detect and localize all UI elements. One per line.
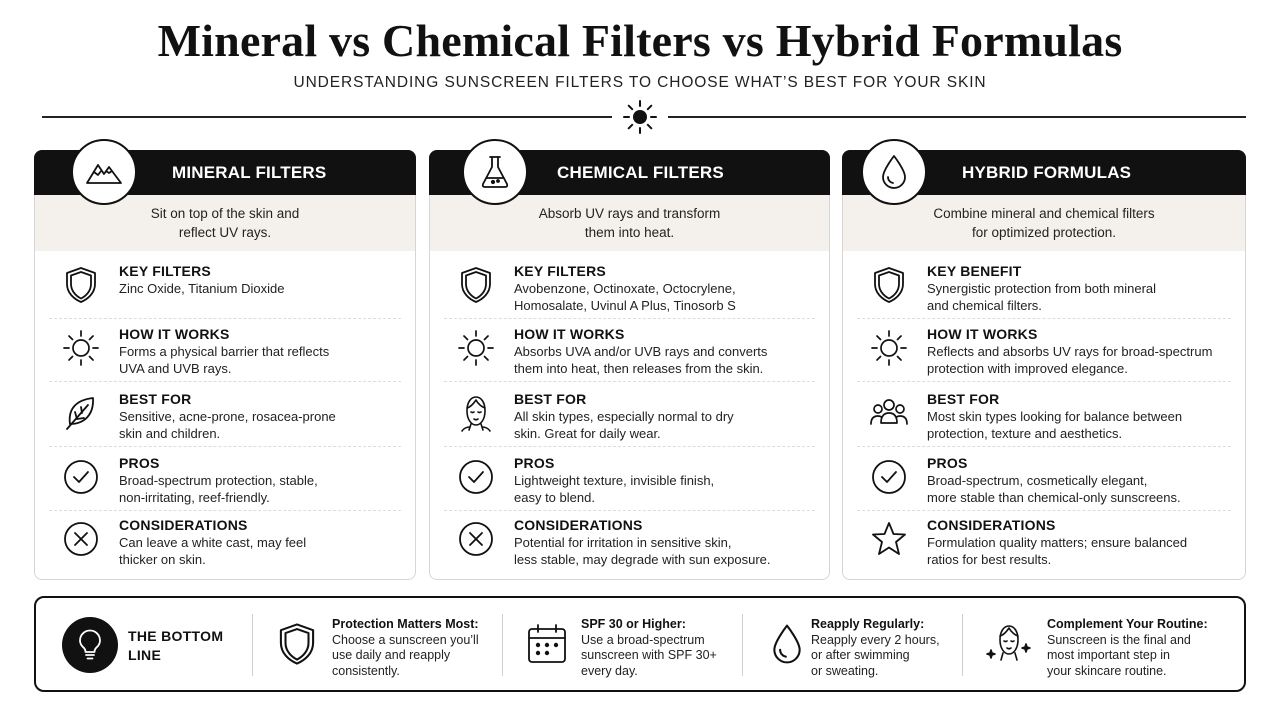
droplet-icon	[861, 139, 927, 205]
sun-icon	[61, 328, 101, 368]
feature-text: Absorbs UVA and/or UVB rays and converts them into heat, then releases from the skin.	[514, 344, 768, 376]
mountain-icon	[71, 139, 137, 205]
card-description: Absorb UV rays and transform them into heat.	[430, 195, 829, 251]
filter-card	[429, 150, 830, 580]
header-divider-right	[668, 116, 1246, 118]
shield-icon	[61, 265, 101, 305]
check-circle-icon	[456, 457, 496, 497]
sun-icon	[622, 99, 658, 135]
header-divider-left	[42, 116, 612, 118]
feature-row	[857, 383, 1231, 447]
divider	[502, 614, 503, 676]
feature-row	[857, 318, 1231, 382]
card-title: MINERAL FILTERS	[172, 163, 327, 182]
feature-title: BEST FOR	[119, 391, 192, 407]
bottom-line-item	[1047, 617, 1208, 679]
shield-icon	[456, 265, 496, 305]
feature-text: Lightweight texture, invisible finish, easy to blend.	[514, 473, 715, 505]
feature-title: CONSIDERATIONS	[514, 517, 643, 533]
feature-row	[857, 255, 1231, 319]
feature-title: PROS	[514, 455, 555, 471]
feature-title: CONSIDERATIONS	[927, 517, 1056, 533]
card-title: HYBRID FORMULAS	[962, 163, 1132, 182]
feature-text: Avobenzone, Octinoxate, Octocrylene, Homosalate, Uvinul A Plus, Tinosorb S	[514, 281, 736, 313]
shield-icon	[869, 265, 909, 305]
feature-title: HOW IT WORKS	[119, 326, 230, 342]
sun-icon	[456, 328, 496, 368]
bottom-line-panel	[34, 596, 1246, 692]
shield-icon	[274, 620, 320, 668]
feature-title: BEST FOR	[514, 391, 587, 407]
bottom-item-text: Use a broad-spectrum sunscreen with SPF 30+ every day.	[581, 632, 717, 678]
feature-text: Formulation quality matters; ensure balanced ratios for best results.	[927, 535, 1188, 567]
star-icon	[869, 519, 909, 559]
feature-text: Most skin types looking for balance between protection, texture and aesthetics.	[927, 409, 1183, 441]
feature-title: CONSIDERATIONS	[119, 517, 248, 533]
bottom-item-text: Sunscreen is the final and most important step in your skincare routine.	[1047, 632, 1191, 678]
feature-text: Forms a physical barrier that reflects UVA and UVB rays.	[119, 344, 330, 376]
feature-row	[49, 255, 401, 319]
feature-title: KEY FILTERS	[119, 263, 211, 279]
card-title: CHEMICAL FILTERS	[557, 163, 724, 182]
flask-icon	[462, 139, 528, 205]
calendar-icon	[524, 620, 570, 668]
bottom-item-title: Complement Your Routine:	[1047, 617, 1208, 631]
card-description: Combine mineral and chemical filters for optimized protection.	[843, 195, 1245, 251]
feature-row	[444, 255, 815, 319]
bottom-item-title: SPF 30 or Higher:	[581, 617, 686, 631]
feature-text: Sensitive, acne-prone, rosacea-prone skin and children.	[119, 409, 336, 441]
face-sparkle-icon	[986, 620, 1032, 668]
feature-title: HOW IT WORKS	[927, 326, 1038, 342]
sun-icon	[869, 328, 909, 368]
leaf-icon	[61, 393, 101, 433]
filter-card	[34, 150, 416, 580]
feature-text: Zinc Oxide, Titanium Dioxide	[119, 281, 285, 296]
divider	[962, 614, 963, 676]
check-circle-icon	[61, 457, 101, 497]
bottom-item-title: Reapply Regularly:	[811, 617, 925, 631]
bottom-line-title: THE BOTTOM LINE	[128, 628, 224, 663]
feature-title: PROS	[927, 455, 968, 471]
group-icon	[869, 393, 909, 433]
bottom-item-text: Choose a sunscreen you’ll use daily and reapply consistently.	[332, 632, 479, 678]
feature-title: KEY BENEFIT	[927, 263, 1022, 279]
feature-title: BEST FOR	[927, 391, 1000, 407]
page-subtitle: UNDERSTANDING SUNSCREEN FILTERS TO CHOOSE WHAT’S BEST FOR YOUR SKIN	[293, 74, 987, 91]
feature-row	[444, 318, 815, 382]
feature-row	[49, 383, 401, 447]
feature-row	[49, 447, 401, 511]
bottom-line-item	[332, 617, 479, 679]
feature-row	[49, 318, 401, 382]
face-icon	[456, 393, 496, 433]
feature-title: KEY FILTERS	[514, 263, 606, 279]
bottom-item-text: Reapply every 2 hours, or after swimming or sweating.	[811, 632, 940, 678]
feature-row	[444, 383, 815, 447]
bottom-line-item	[811, 617, 940, 679]
feature-text: Reflects and absorbs UV rays for broad-spectrum protection with improved elegance.	[927, 344, 1213, 376]
x-circle-icon	[456, 519, 496, 559]
feature-title: HOW IT WORKS	[514, 326, 625, 342]
bottom-item-title: Protection Matters Most:	[332, 617, 479, 631]
divider	[742, 614, 743, 676]
feature-row	[444, 447, 815, 511]
bottom-line-item	[581, 617, 717, 679]
feature-text: Potential for irritation in sensitive skin, less stable, may degrade with sun exposure.	[514, 535, 771, 567]
feature-row	[857, 509, 1231, 573]
lightbulb-icon	[62, 617, 118, 673]
x-circle-icon	[61, 519, 101, 559]
feature-row	[49, 509, 401, 573]
feature-text: Broad-spectrum protection, stable, non-irritating, reef-friendly.	[119, 473, 318, 505]
card-description: Sit on top of the skin and reflect UV rays.	[35, 195, 415, 251]
droplet-icon	[764, 620, 810, 668]
divider	[252, 614, 253, 676]
page-title: Mineral vs Chemical Filters vs Hybrid Formulas	[157, 15, 1123, 66]
feature-text: Can leave a white cast, may feel thicker on skin.	[119, 535, 307, 567]
feature-row	[444, 509, 815, 573]
check-circle-icon	[869, 457, 909, 497]
feature-text: Synergistic protection from both mineral and chemical filters.	[927, 281, 1157, 313]
feature-row	[857, 447, 1231, 511]
filter-card	[842, 150, 1246, 580]
feature-text: Broad-spectrum, cosmetically elegant, more stable than chemical-only sunscreens.	[927, 473, 1181, 505]
feature-text: All skin types, especially normal to dry skin. Great for daily wear.	[514, 409, 734, 441]
feature-title: PROS	[119, 455, 160, 471]
